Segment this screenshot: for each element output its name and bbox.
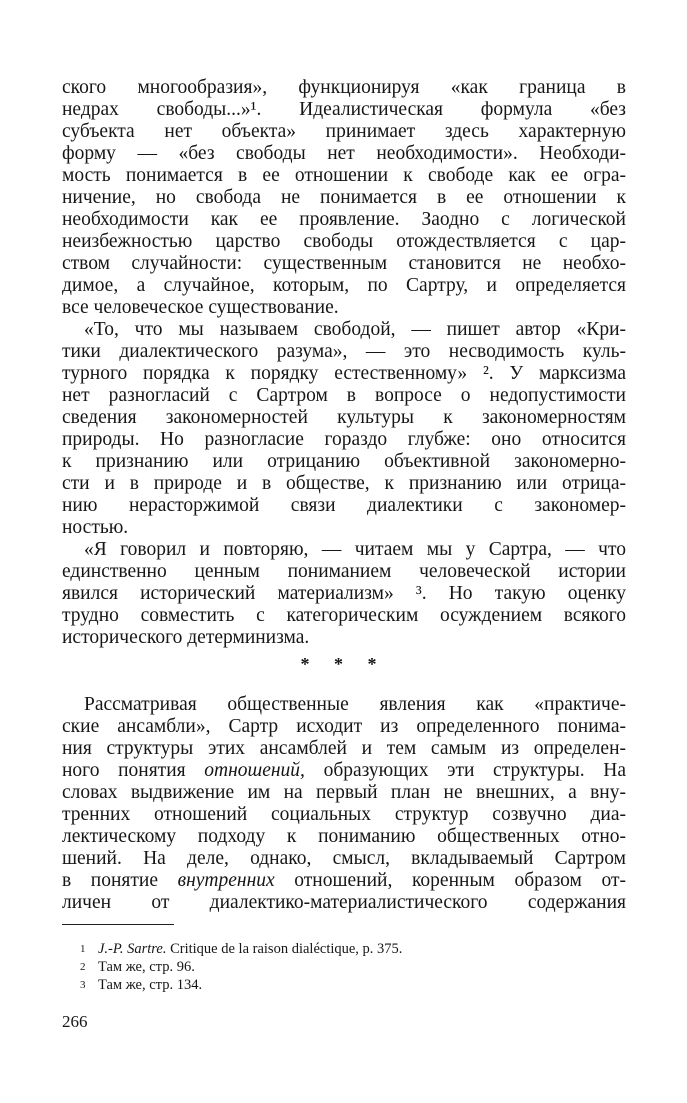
text-line: трудно совместить с категорическим осуждением всякого	[62, 605, 626, 626]
italic-term: внутренних	[177, 870, 275, 891]
text-line: единственно ценным пониманием человеческой истории	[62, 561, 626, 582]
footnote-number: 3	[80, 979, 86, 991]
text-line: форму — «без свободы нет необходимости». Необходи-	[62, 143, 626, 164]
text-line: ностью.	[62, 517, 129, 538]
text-line: неизбежностью царство свободы отождествляется с цар-	[62, 231, 626, 252]
text-line	[62, 870, 626, 892]
section-separator: * * *	[300, 654, 387, 674]
footnote-text: Critique de la raison dialéctique, p. 375.	[170, 941, 403, 957]
text-line: «Я говорил и повторяю, — читаем мы у Сартра, — что	[84, 539, 626, 560]
text-line: сведения закономерностей культуры к закономерностям	[62, 407, 626, 428]
text-line: ничение, но свобода не понимается в ее отношении к	[62, 187, 626, 208]
footnote-text: Там же, стр. 134.	[98, 977, 203, 993]
text-line: к признанию или отрицанию объективной закономерно-	[62, 451, 626, 472]
text-line: сти и в природе и в обществе, к признанию или отрица-	[62, 473, 626, 494]
text-line: явился исторический материализм» ³. Но такую оценку	[62, 583, 626, 604]
text-span: ного понятия	[62, 760, 186, 781]
text-line: природы. Но разногласие гораздо глубже: оно относится	[62, 429, 626, 450]
text-line: нет разногласий с Сартром в вопросе о недопустимости	[62, 385, 626, 406]
text-span: образующих эти структуры. На	[323, 760, 626, 781]
text-line: турного порядка к порядку естественному» ². У марксизма	[62, 363, 626, 384]
text-line: Рассматривая общественные явления как «практиче-	[84, 694, 626, 715]
text-line: димое, а случайное, которым, по Сартру, и определяется	[62, 275, 626, 296]
text-line	[62, 760, 626, 782]
text-line: нию нерасторжимой связи диалектики с закономер-	[62, 495, 626, 516]
text-line: субъекта нет объекта» принимает здесь характерную	[62, 121, 626, 142]
text-line: необходимости как ее проявление. Заодно с логической	[62, 209, 626, 230]
text-line: ского многообразия», функционируя «как граница в	[62, 77, 626, 98]
text-line: недрах свободы...»¹. Идеалистическая формула «без	[62, 99, 626, 120]
footnote-author: J.-P. Sartre.	[98, 941, 167, 957]
italic-term: отношений,	[204, 760, 305, 781]
footnote-3	[80, 976, 203, 994]
footnote-divider	[62, 924, 174, 925]
text-line: лектическому подходу к пониманию общественных отно-	[62, 826, 626, 847]
text-line: шений. На деле, однако, смысл, вкладываемый Сартром	[62, 848, 626, 869]
footnote-number: 1	[80, 943, 86, 955]
page-number: 266	[62, 1012, 88, 1031]
text-line: ния структуры этих ансамблей и тем самым из определен-	[62, 738, 626, 759]
text-line: исторического детерминизма.	[62, 627, 310, 648]
text-line: «То, что мы называем свободой, — пишет автор «Кри-	[84, 319, 626, 340]
text-line: мость понимается в ее отношении к свободе как ее огра-	[62, 165, 626, 186]
footnote-1	[80, 940, 403, 958]
footnote-text: Там же, стр. 96.	[98, 959, 195, 975]
text-line: тренних отношений социальных структур созвучно диа-	[62, 804, 626, 825]
text-line: словах выдвижение им на первый план не внешних, а вну-	[62, 782, 626, 803]
text-span: отношений, коренным образом от-	[294, 870, 626, 891]
text-line: все человеческое существование.	[62, 297, 339, 318]
text-span: в понятие	[62, 870, 159, 891]
footnote-number: 2	[80, 961, 86, 973]
text-line: тики диалектического разума», — это несводимость куль-	[62, 341, 626, 362]
text-line: ством случайности: существенным становится не необхо-	[62, 253, 626, 274]
footnote-2	[80, 958, 195, 976]
text-line: ские ансамбли», Сартр исходит из определенного понима-	[62, 716, 626, 737]
text-line: личен от диалектико-материалистического содержания	[62, 892, 626, 913]
